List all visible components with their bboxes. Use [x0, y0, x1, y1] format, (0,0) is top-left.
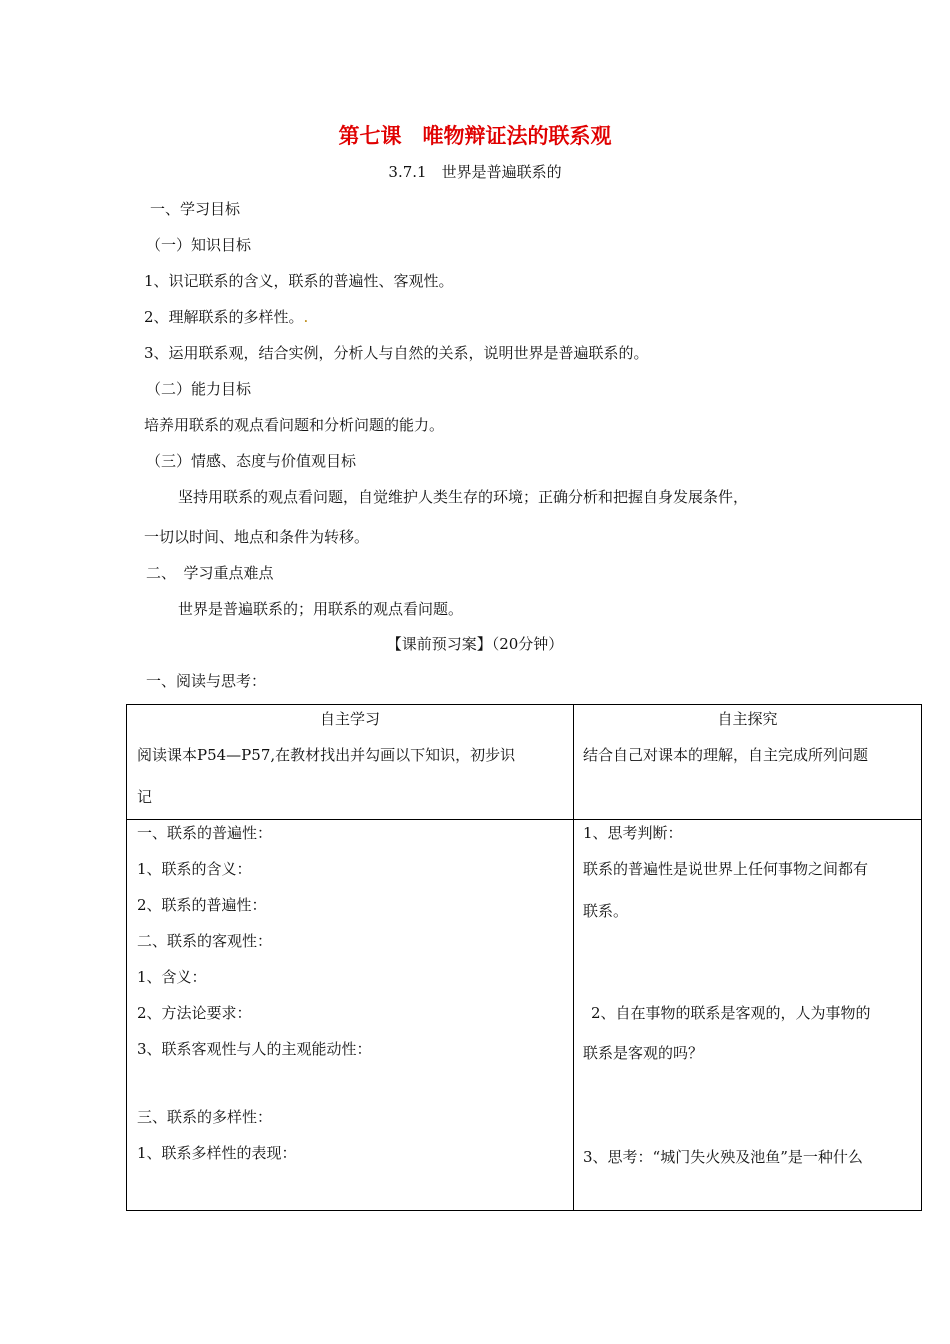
knowledge-goal-2-text: 2、理解联系的多样性。 [144, 308, 304, 326]
left-intro-line-2: 记 [137, 788, 153, 806]
left-body-cell [127, 820, 574, 1211]
ability-goals-heading: （二）能力目标 [146, 380, 252, 398]
knowledge-goal-1: 1、识记联系的含义，联系的普遍性、客观性。 [144, 272, 454, 290]
list-item: 1、思考判断： [583, 824, 683, 842]
knowledge-goal-3: 3、运用联系观，结合实例，分析人与自然的关系，说明世界是普遍联系的。 [144, 344, 649, 362]
key-points-text: 世界是普遍联系的；用联系的观点看问题。 [178, 600, 464, 618]
ability-goals-text: 培养用联系的观点看问题和分析问题的能力。 [144, 416, 445, 434]
left-header: 自主学习 [319, 710, 380, 728]
lesson-subtitle: 3.7.1 世界是普遍联系的 [388, 163, 562, 181]
list-item: 联系。 [583, 902, 629, 920]
study-table [126, 704, 922, 1211]
key-points-heading: 二、 学习重点难点 [146, 564, 274, 582]
lesson-title: 第七课 唯物辩证法的联系观 [338, 124, 612, 148]
knowledge-goals-heading: （一）知识目标 [146, 236, 252, 254]
right-header-cell [574, 705, 922, 820]
knowledge-goal-2 [144, 307, 308, 327]
list-item: 一、联系的普遍性： [137, 824, 273, 842]
list-item: 1、联系多样性的表现： [137, 1144, 297, 1162]
left-header-cell [127, 705, 574, 820]
right-header: 自主探究 [717, 710, 778, 728]
list-item: 2、方法论要求： [137, 1004, 252, 1022]
knowledge-goal-2-mark: . [303, 308, 309, 326]
emotion-goals-text-1: 坚持用联系的观点看问题，自觉维护人类生存的环境；正确分析和把握自身发展条件， [178, 488, 749, 506]
list-item: 3、联系客观性与人的主观能动性： [137, 1040, 372, 1058]
table-body-row [127, 820, 922, 1211]
list-item: 1、含义： [137, 968, 207, 986]
learning-goals-heading: 一、学习目标 [150, 200, 241, 218]
emotion-goals-text-2: 一切以时间、地点和条件为转移。 [144, 528, 370, 546]
list-item: 联系的普遍性是说世界上任何事物之间都有 [583, 860, 869, 878]
list-item: 二、联系的客观性： [137, 932, 273, 950]
list-item: 1、联系的含义： [137, 860, 252, 878]
right-intro: 结合自己对课本的理解，自主完成所列问题 [583, 746, 869, 764]
list-item: 2、自在事物的联系是客观的，人为事物的 [591, 1004, 871, 1022]
right-body-cell [574, 820, 922, 1211]
left-intro-line-1: 阅读课本P54—P57,在教材找出并勾画以下知识，初步识 [137, 746, 516, 764]
emotion-goals-heading: （三）情感、态度与价值观目标 [146, 452, 357, 470]
preview-heading: 【课前预习案】（20分钟） [386, 635, 564, 653]
list-item: 联系是客观的吗？ [583, 1044, 704, 1062]
list-item: 三、联系的多样性： [137, 1108, 273, 1126]
list-item: 3、思考：“城门失火殃及池鱼”是一种什么 [583, 1148, 863, 1166]
table-header-row [127, 705, 922, 820]
read-think-heading: 一、阅读与思考： [146, 672, 267, 690]
list-item: 2、联系的普遍性： [137, 896, 267, 914]
